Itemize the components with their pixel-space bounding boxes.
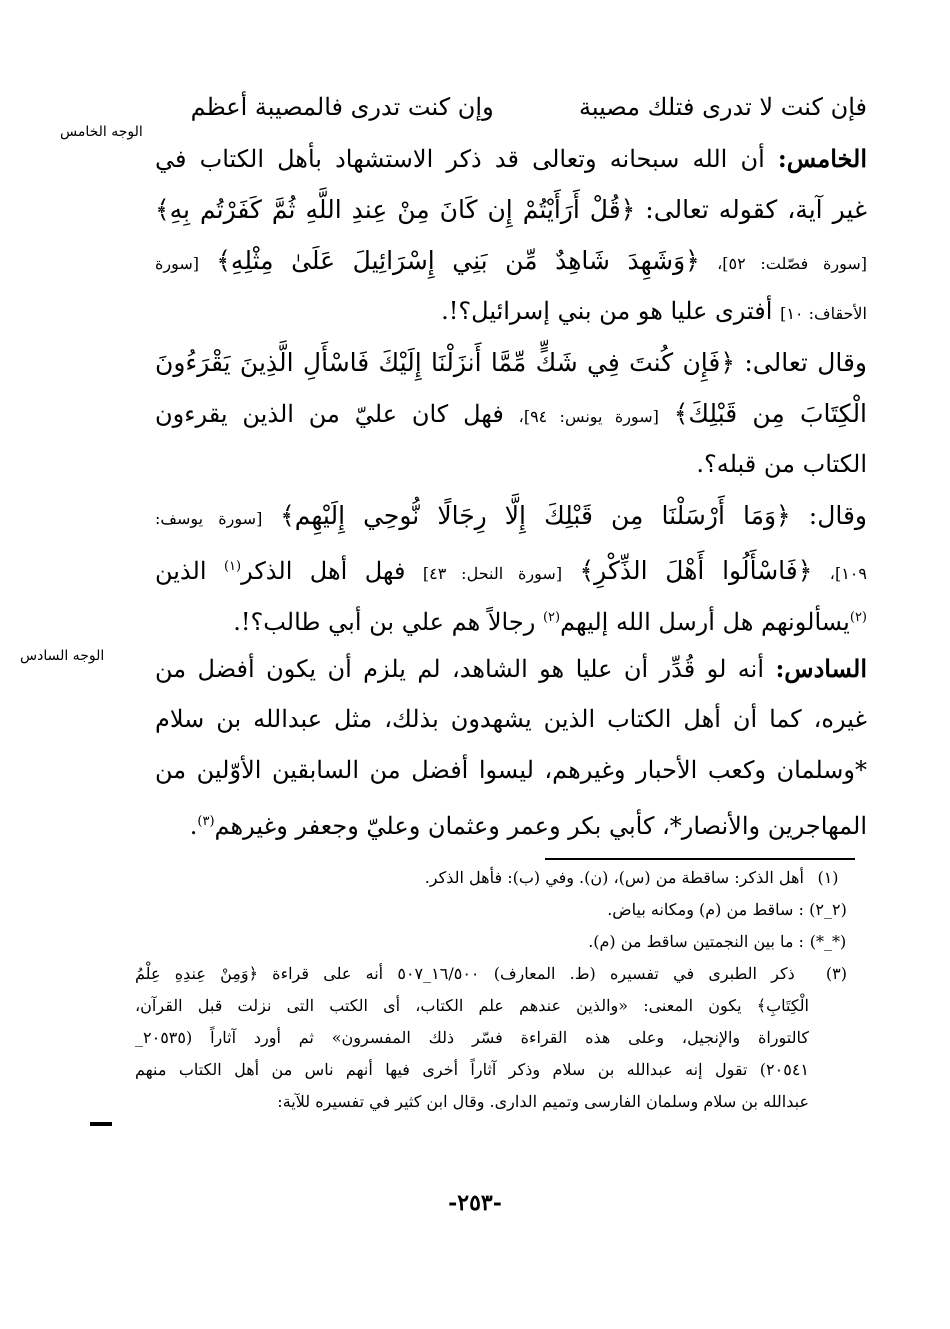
footnote: (٢_٢) : ساقط من (م) ومكانه بياض.	[135, 894, 847, 926]
section-heading-fifth: الخامس:	[777, 144, 867, 173]
surah-reference: ١٠٩]،	[829, 564, 867, 583]
footnote-number: (٢_٢)	[809, 900, 847, 919]
footnote-marker: (٢)	[849, 610, 867, 625]
footnote-number: (١)	[817, 868, 839, 887]
text-line: الكتاب من قبله؟.	[696, 450, 867, 478]
text-line: وقال تعالى: ﴿فَإِن كُنتَ فِي شَكٍّ مِّمَّا أَنزَلْنَا إِلَيْكَ فَاسْأَلِ الَّذِينَ يَقْرَءُونَ	[155, 348, 867, 377]
footnote: (١) أهل الذكر: ساقطة من (س)، (ن). وفي (ب): فأهل الذكر.	[135, 862, 847, 894]
text-line: $^{(٢)}$يسألونهم هل أرسل الله إليهم$^{(٢)}$ رجالاً هم علي بن أبي طالب؟!.	[233, 608, 867, 636]
footnote-continuation: عبدالله بن سلام وسلمان الفارسى وتميم الدارى. وقال ابن كثير في تفسيره للآية:	[277, 1092, 809, 1111]
continuation-dash	[90, 1122, 112, 1126]
margin-note-sixth: الوجه السادس	[20, 648, 105, 664]
text-line: الْكِتَابَ مِن قَبْلِكَ﴾ [سورة يونس: ٩٤]، فهل كان عليّ من الذين يقرءون	[155, 399, 867, 428]
footnote-marker: (٢)	[542, 610, 561, 625]
quran-quote: وقال: ﴿وَمَا أَرْسَلْنَا مِن قَبْلِكَ إِلَّا رِجَالًا نُّوحِي إِلَيْهِم﴾	[280, 501, 867, 530]
footnote: (*_*) : ما بين النجمتين ساقط من (م).	[135, 926, 847, 958]
margin-note-fifth: الوجه الخامس	[60, 124, 143, 140]
quran-quote: الْكِتَابَ مِن قَبْلِكَ﴾	[673, 399, 867, 428]
footnote-number: (٣)	[825, 964, 847, 983]
footnote-divider	[545, 858, 855, 860]
surah-reference: [سورة يوسف:	[155, 509, 263, 528]
verse-hemistich-2: وإن كنت تدرى فالمصيبة أعظم	[190, 93, 494, 121]
text-line: ١٠٩]، ﴿فَاسْأَلُوا أَهْلَ الذِّكْرِ﴾ [سورة النحل: ٤٣] فهل أهل الذكر$^{(١)}$ الذين	[155, 556, 867, 585]
text-line: غيره، كما أن أهل الكتاب الذين يشهدون بذلك، مثل عبدالله بن سلام	[155, 705, 867, 733]
footnote-continuation: كالتوراة والإنجيل، وعلى هذه القراءة فسّر ذلك المفسرون» ثم أورد آثاراً (٢٠٥٣٥_	[135, 1028, 809, 1047]
surah-reference: [سورة يونس: ٩٤]،	[518, 407, 659, 426]
page-number: -٢٥٣-	[448, 1190, 502, 1216]
footnote-number: (*_*)	[809, 932, 847, 951]
text-line: *وسلمان وكعب الأحبار وغيرهم، ليسوا أفضل من السابقين الأوّلين من	[155, 756, 867, 784]
footnote-marker: (٣)	[197, 814, 215, 829]
quran-quote: ﴿وَشَهِدَ شَاهِدٌ مِّن بَنِي إِسْرَائِيلَ عَلَىٰ مِثْلِهِ﴾	[216, 246, 700, 275]
footnotes	[135, 862, 847, 1118]
section-heading-sixth: السادس:	[775, 654, 867, 683]
surah-reference: [سورة فصّلت: ٥٢]،	[717, 254, 867, 273]
text-line: الخامس: أن الله سبحانه وتعالى قد ذكر الاستشهاد بأهل الكتاب في	[155, 144, 867, 173]
footnote-continuation: الْكِتَابِ﴾ يكون المعنى: «والذين عندهم علم الكتاب، أى الكتب التى نزلت قبل القرآن،	[135, 996, 809, 1015]
footnote: (٣) ذكر الطبرى في تفسيره (ط. المعارف) ١٦/٥٠٠_٥٠٧ أنه على قراءة ﴿وَمِنْ عِندِهِ عِلْمُ	[135, 958, 847, 990]
surah-reference: [سورة النحل: ٤٣]	[422, 564, 563, 583]
footnote-continuation: ٢٠٥٤١) تقول إنه عبدالله بن سلام وذكر آثاراً أخرى فيها أنهم ناس من أهل الكتاب منهم	[135, 1060, 810, 1079]
text-line: غير آية، كقوله تعالى: ﴿قُلْ أَرَأَيْتُمْ إِن كَانَ مِنْ عِندِ اللَّهِ ثُمَّ كَفَرْتُم بِهِ﴾	[155, 195, 867, 224]
text-line	[155, 490, 867, 541]
text-line: السادس: أنه لو قُدِّر أن عليا هو الشاهد، لم يلزم أن يكون أفضل من	[155, 654, 867, 683]
main-text	[155, 82, 867, 847]
quran-quote: ﴿فَاسْأَلُوا أَهْلَ الذِّكْرِ﴾	[579, 556, 813, 585]
surah-reference: الأحقاف: ١٠]	[780, 304, 867, 323]
text-line: الأحقاف: ١٠] أفترى عليا هو من بني إسرائيل؟!.	[441, 297, 867, 325]
text-line: المهاجرين والأنصار*، كأبي بكر وعمر وعثمان وعليّ وجعفر وغيرهم$^{(٣)}$.	[189, 812, 867, 840]
verse-hemistich-1: فإن كنت لا تدرى فتلك مصيبة	[578, 93, 867, 121]
text-line	[155, 235, 867, 286]
surah-reference: [سورة	[155, 254, 200, 273]
footnote-marker: (١)	[223, 559, 242, 574]
verse-line	[155, 82, 867, 133]
